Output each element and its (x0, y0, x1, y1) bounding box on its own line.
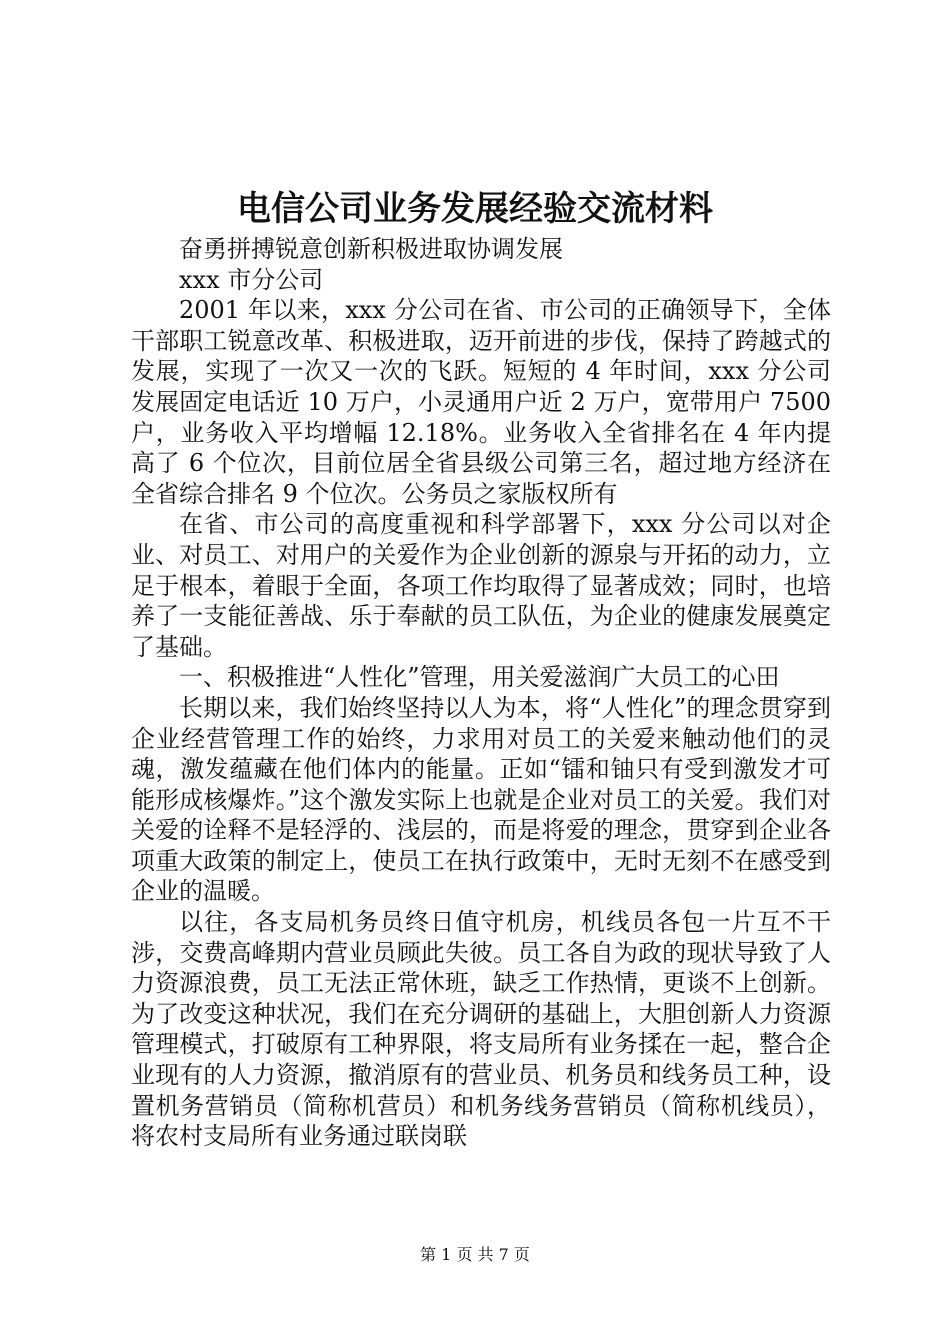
paragraph: 2001 年以来，xxx 分公司在省、市公司的正确领导下，全体干部职工锐意改革、积极进取，迈开前进的步伐，保持了跨越式的发展，实现了一次又一次的飞跃。短短的 4 年时间，xxx 分公司发展固定电话近 10 万户，小灵通用户近 2 万户，宽带用户 7500 户，业务收入平均增幅 12.18%。业务收入全省排名在 4 年内提高了 6 个位次，目前位居全省县级公司第三名，超过地方经济在全省综合排名 9 个位次。公务员之家版权所有 (131, 296, 831, 508)
paragraph: 在省、市公司的高度重视和科学部署下，xxx 分公司以对企业、对员工、对用户的关爱作为企业创新的源泉与开拓的动力，立足于根本，着眼于全面，各项工作均取得了显著成效；同时，也培养了一支能征善战、乐于奉献的员工队伍，为企业的健康发展奠定了基础。 (131, 510, 831, 661)
document-subtitle: 奋勇拼搏锐意创新积极进取协调发展 (179, 235, 563, 263)
document-author-line: xxx 市分公司 (179, 265, 324, 294)
document-title: 电信公司业务发展经验交流材料 (237, 189, 713, 229)
document-body (131, 234, 831, 1152)
paragraph: 长期以来，我们始终坚持以人为本，将“人性化”的理念贯穿到企业经营管理工作的始终，力求用对员工的关爱来触动他们的灵魂，激发蕴藏在他们体内的能量。正如“镭和铀只有受到激发才可能形成核爆炸。”这个激发实际上也就是企业对员工的关爱。我们对关爱的诠释不是轻浮的、浅层的，而是将爱的理念，贯穿到企业各项重大政策的制定上，使员工在执行政策中，无时无刻不在感受到企业的温暖。 (131, 693, 831, 906)
page-number-footer: 第 1 页 共 7 页 (420, 1245, 530, 1264)
paragraph: 以往，各支局机务员终日值守机房，机线员各包一片互不干涉，交费高峰期内营业员顾此失彼。员工各自为政的现状导致了人力资源浪费，员工无法正常休班，缺乏工作热情，更谈不上创新。为了改变这种状况，我们在充分调研的基础上，大胆创新人力资源管理模式，打破原有工种界限，将支局所有业务揉在一起，整合企业现有的人力资源，撤消原有的营业员、机务员和线务员工种，设置机务营销员（简称机营员）和机务线务营销员（简称机线员），将农村支局所有业务通过联岗联 (131, 908, 831, 1151)
section-heading: 一、积极推进“人性化”管理，用关爱滋润广大员工的心田 (179, 663, 780, 692)
